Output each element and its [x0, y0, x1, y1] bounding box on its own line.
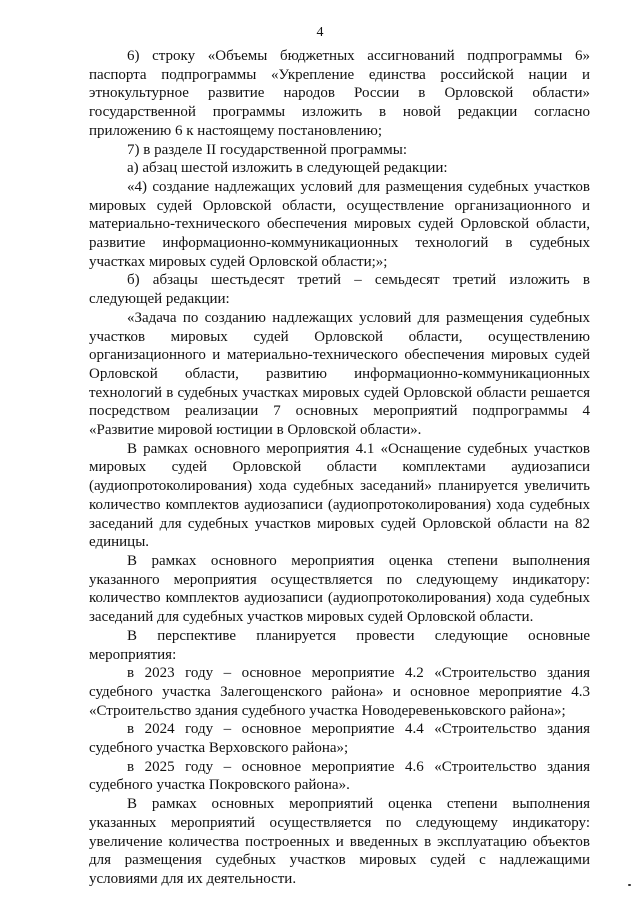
page-number: 4	[316, 25, 324, 40]
planned-measures-paragraph: В перспективе планируется провести следующие основные мероприятия:	[89, 627, 590, 663]
quoted-task-paragraph: «Задача по созданию надлежащих условий для размещения судебных участков мировых судей Орловской области, осуществлению организационного и материально-технического обеспечения мировых судей Орловской области, развитию информационно-коммуникационных технологий в судебных участках мировых судей Орловской области решается посредством реализации 7 основных мероприятий подпрограммы 4 «Развитие мировой юстиции в Орловской области».	[89, 309, 590, 439]
measure-4-1-paragraph: В рамках основного мероприятия 4.1 «Оснащение судебных участков мировых судей Орловской области комплектами аудиозаписи (аудиопротоколирования) хода судебных заседаний» планируется увеличить количество комплектов аудиозаписи (аудиопротоколирования) хода судебных заседаний для судебных участков мировых судей Орловской области на 82 единицы.	[89, 440, 590, 551]
final-indicator-paragraph: В рамках основных мероприятий оценка степени выполнения указанных мероприятий осуществляется по следующему индикатору: увеличение количества построенных и введенных в эксплуатацию объектов для размещения судебных участков мировых судей с надлежащими условиями для их деятельности.	[89, 796, 590, 887]
quoted-paragraph-4: «4) создание надлежащих условий для размещения судебных участков мировых судей Орловской области, осуществление организационного и материально-технического обеспечения мировых судей Орловской области, развитие информационно-коммуникационных технологий в судебных участках мировых судей Орловской области;»;	[89, 178, 590, 270]
indicator-paragraph: В рамках основного мероприятия оценка степени выполнения указанного мероприятия осуществляется по следующему индикатору: количество комплектов аудиозаписи (аудиопротоколирования) хода судебных заседаний для судебных участков мировых судей Орловской области.	[89, 552, 590, 626]
document-body	[89, 47, 590, 889]
measures-2024-paragraph: в 2024 году – основное мероприятие 4.4 «Строительство здания судебного участка Верховского района»;	[89, 721, 590, 757]
paragraph-subitem-a: а) абзац шестой изложить в следующей редакции:	[127, 160, 448, 177]
paragraph-subitem-b: б) абзацы шестьдесят третий – семьдесят третий изложить в следующей редакции:	[89, 272, 590, 308]
paragraph-item-6: 6) строку «Объемы бюджетных ассигнований подпрограммы 6» паспорта подпрограммы «Укрепление единства российской нации и этнокультурное развитие народов России в Орловской области» государственной программы изложить в новой редакции согласно приложению 6 к настоящему постановлению;	[89, 48, 590, 139]
paragraph-item-7: 7) в разделе II государственной программы:	[127, 141, 408, 158]
scan-dot	[628, 884, 631, 886]
measures-2023-paragraph: в 2023 году – основное мероприятие 4.2 «Строительство здания судебного участка Залегощенского района» и основное мероприятие 4.3 «Строительство здания судебного участка Новодеревеньковского района»;	[89, 665, 590, 719]
measures-2025-paragraph: в 2025 году – основное мероприятие 4.6 «Строительство здания судебного участка Покровского района».	[89, 758, 590, 794]
